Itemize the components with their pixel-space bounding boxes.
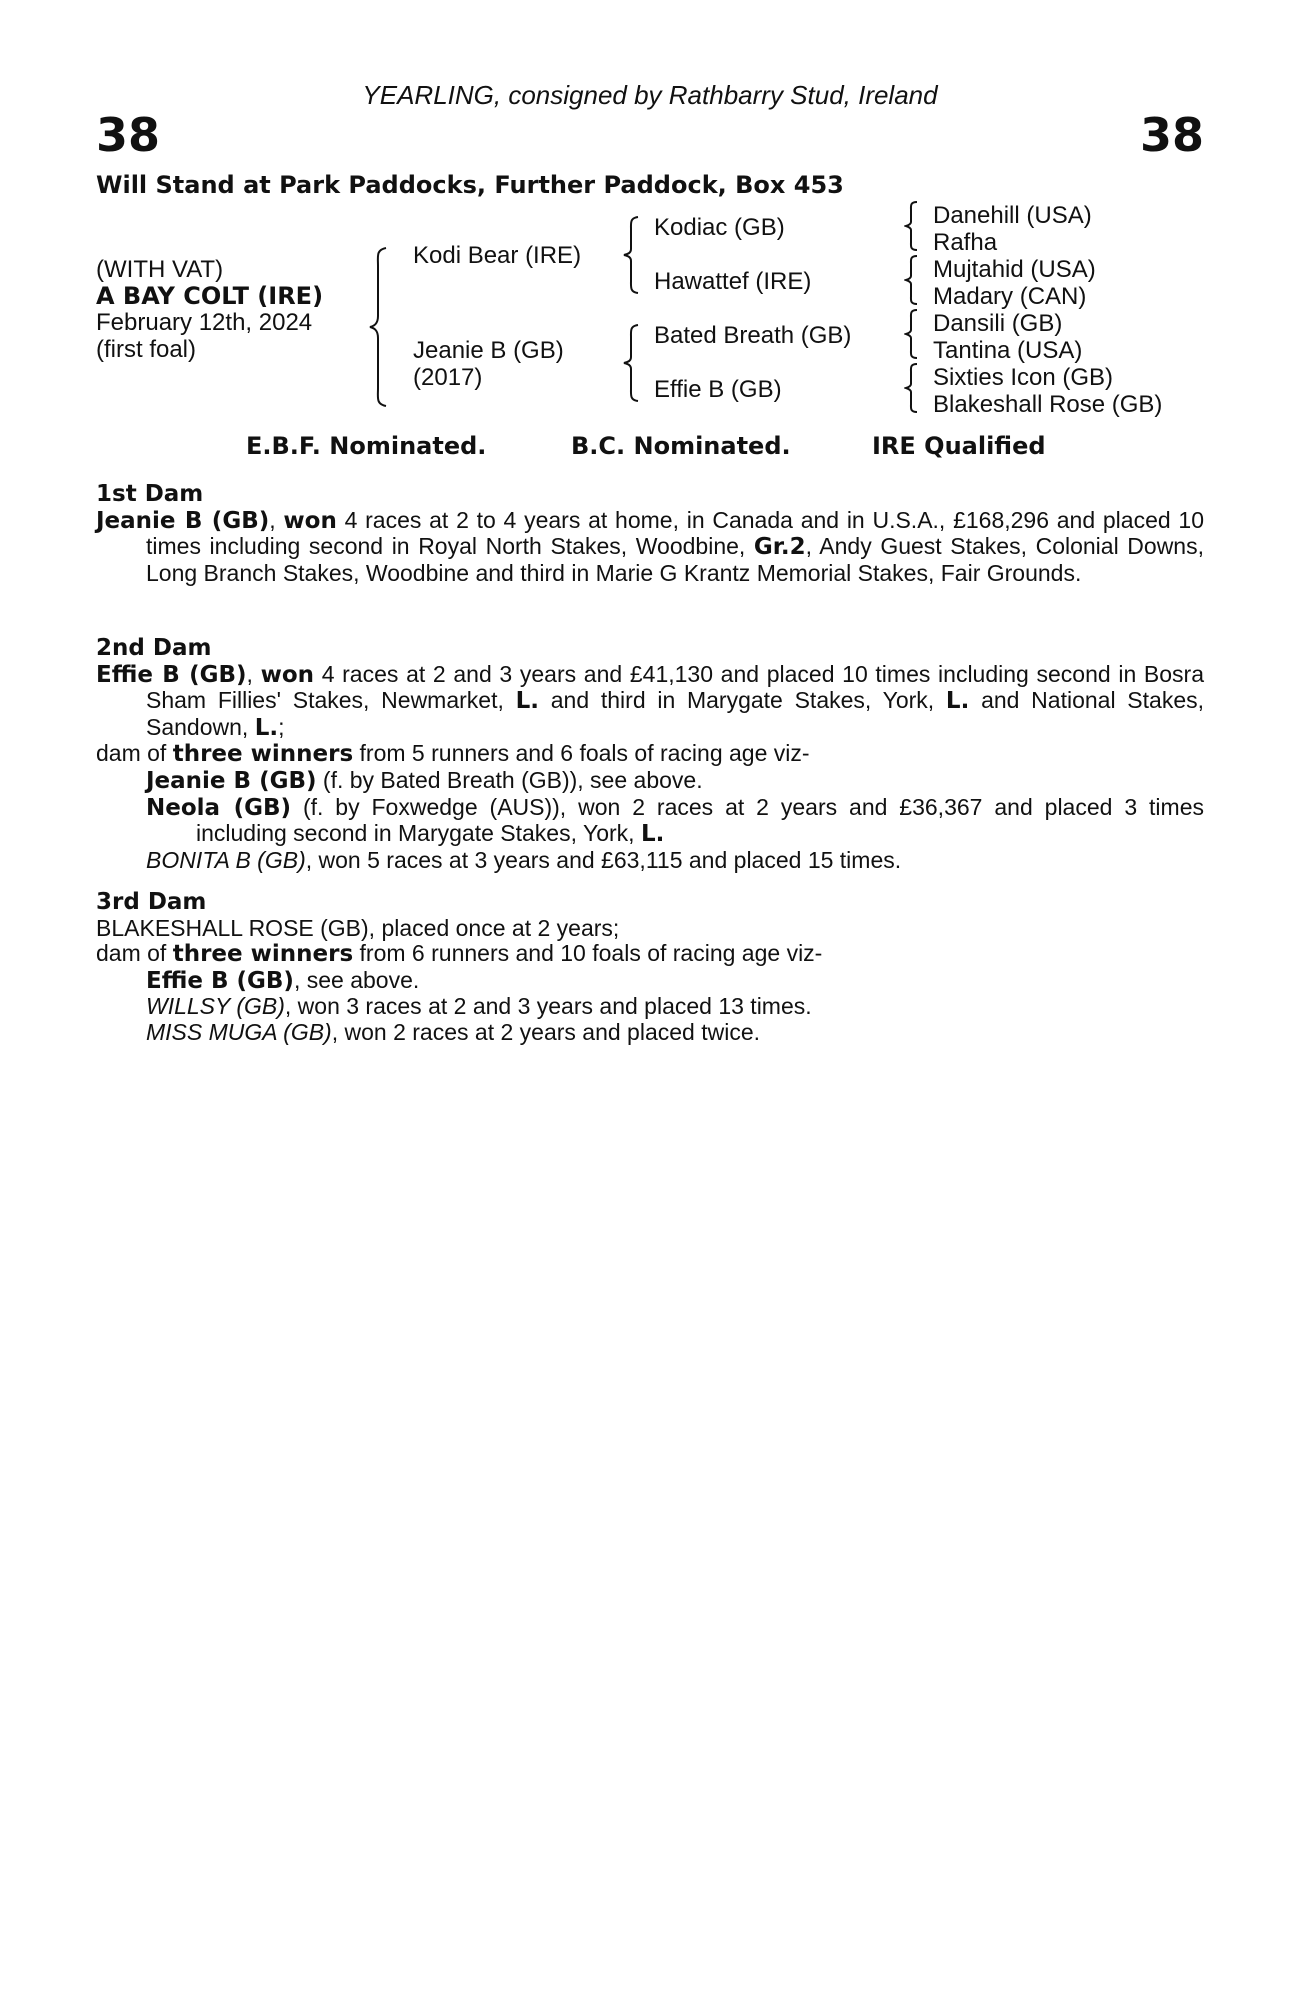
horse-dob: February 12th, 2024 — [96, 309, 313, 336]
vat-note: (WITH VAT) — [96, 256, 224, 283]
first-dam-record: Jeanie B (GB), won 4 races at 2 to 4 years at home, in Canada and in U.S.A., £168,296 and placed 10 times including second in Royal North Stakes, Woodbine, Gr.2, Andy Guest Stakes, Colonial Downs, Long Branch Stakes, Woodbine and third in Marie G Krantz Memorial Stakes, Fair Grounds. — [96, 506, 1205, 586]
dam-name: Jeanie B (GB) — [413, 337, 564, 364]
produce-entry: WILLSY (GB), won 3 races at 2 and 3 years and placed 13 times. — [146, 993, 812, 1020]
g3-brace-1 — [904, 200, 920, 252]
third-dam-produce-summary: dam of three winners from 6 runners and 10 foals of racing age viz- — [96, 940, 823, 968]
produce-entry: Jeanie B (GB) (f. by Bated Breath (GB)), see above. — [146, 766, 703, 794]
sire-sire-name: Kodiac (GB) — [654, 214, 785, 241]
g3-brace-3 — [904, 308, 920, 360]
second-dam-record: Effie B (GB), won 4 races at 2 and 3 years and £41,130 and placed 10 times including second in Bosra Sham Fillies' Stakes, Newmarket, L. and third in Marygate Stakes, York, L. and National Stakes, Sandown, L.; — [96, 660, 1205, 741]
g3-name: Madary (CAN) — [933, 283, 1087, 310]
grade-badge: Gr.2 — [753, 534, 806, 561]
sire-name: Kodi Bear (IRE) — [413, 242, 582, 269]
second-dam-produce-summary: dam of three winners from 5 runners and 6 foals of racing age viz- — [96, 740, 810, 768]
horse-name: A BAY COLT (IRE) — [96, 282, 324, 310]
sire-brace — [622, 215, 642, 295]
first-dam-section — [96, 482, 1204, 586]
first-dam-name: Jeanie B (GB) — [96, 507, 270, 534]
lot-number-right: 38 — [1139, 108, 1204, 162]
g3-brace-2 — [904, 254, 920, 306]
dam-dam-name: Effie B (GB) — [654, 376, 782, 403]
second-dam-name: Effie B (GB) — [96, 661, 247, 688]
g3-name: Sixties Icon (GB) — [933, 364, 1114, 391]
g3-brace-4 — [904, 362, 920, 414]
g3-name: Mujtahid (USA) — [933, 256, 1096, 283]
produce-entry: MISS MUGA (GB), won 2 races at 2 years and placed twice. — [146, 1018, 761, 1045]
dam-brace — [622, 323, 642, 403]
produce-entry: BONITA B (GB), won 5 races at 3 years and £63,115 and placed 15 times. — [146, 846, 902, 873]
third-dam-section — [96, 890, 1204, 1046]
g3-name: Danehill (USA) — [933, 202, 1092, 229]
g3-name: Dansili (GB) — [933, 310, 1063, 337]
main-pedigree-brace — [368, 246, 390, 408]
lot-number-left: 38 — [96, 108, 161, 162]
g3-name: Rafha — [933, 229, 998, 256]
dam-sire-name: Bated Breath (GB) — [654, 322, 852, 349]
bc-nomination: B.C. Nominated. — [571, 432, 791, 460]
stand-location: Will Stand at Park Paddocks, Further Paddock, Box 453 — [96, 171, 844, 199]
third-dam-heading: 3rd Dam — [96, 889, 207, 915]
produce-entry: Effie B (GB), see above. — [146, 966, 420, 994]
g3-name: Tantina (USA) — [933, 337, 1083, 364]
sire-dam-name: Hawattef (IRE) — [654, 268, 812, 295]
g3-name: Blakeshall Rose (GB) — [933, 391, 1163, 418]
consignment-subtitle: YEARLING, consigned by Rathbarry Stud, Ireland — [362, 80, 938, 110]
first-dam-heading: 1st Dam — [96, 481, 204, 507]
produce-entry: Neola (GB) (f. by Foxwedge (AUS)), won 2 races at 2 years and £36,367 and placed 3 times including second in Marygate Stakes, York, L. — [146, 793, 1204, 848]
dam-year: (2017) — [413, 364, 483, 391]
foal-note: (first foal) — [96, 336, 197, 363]
ebf-nomination: E.B.F. Nominated. — [246, 432, 487, 460]
second-dam-section — [96, 636, 1204, 873]
third-dam-record: BLAKESHALL ROSE (GB), placed once at 2 years; — [96, 914, 620, 941]
second-dam-heading: 2nd Dam — [96, 635, 212, 661]
ire-qualified: IRE Qualified — [872, 432, 1046, 460]
